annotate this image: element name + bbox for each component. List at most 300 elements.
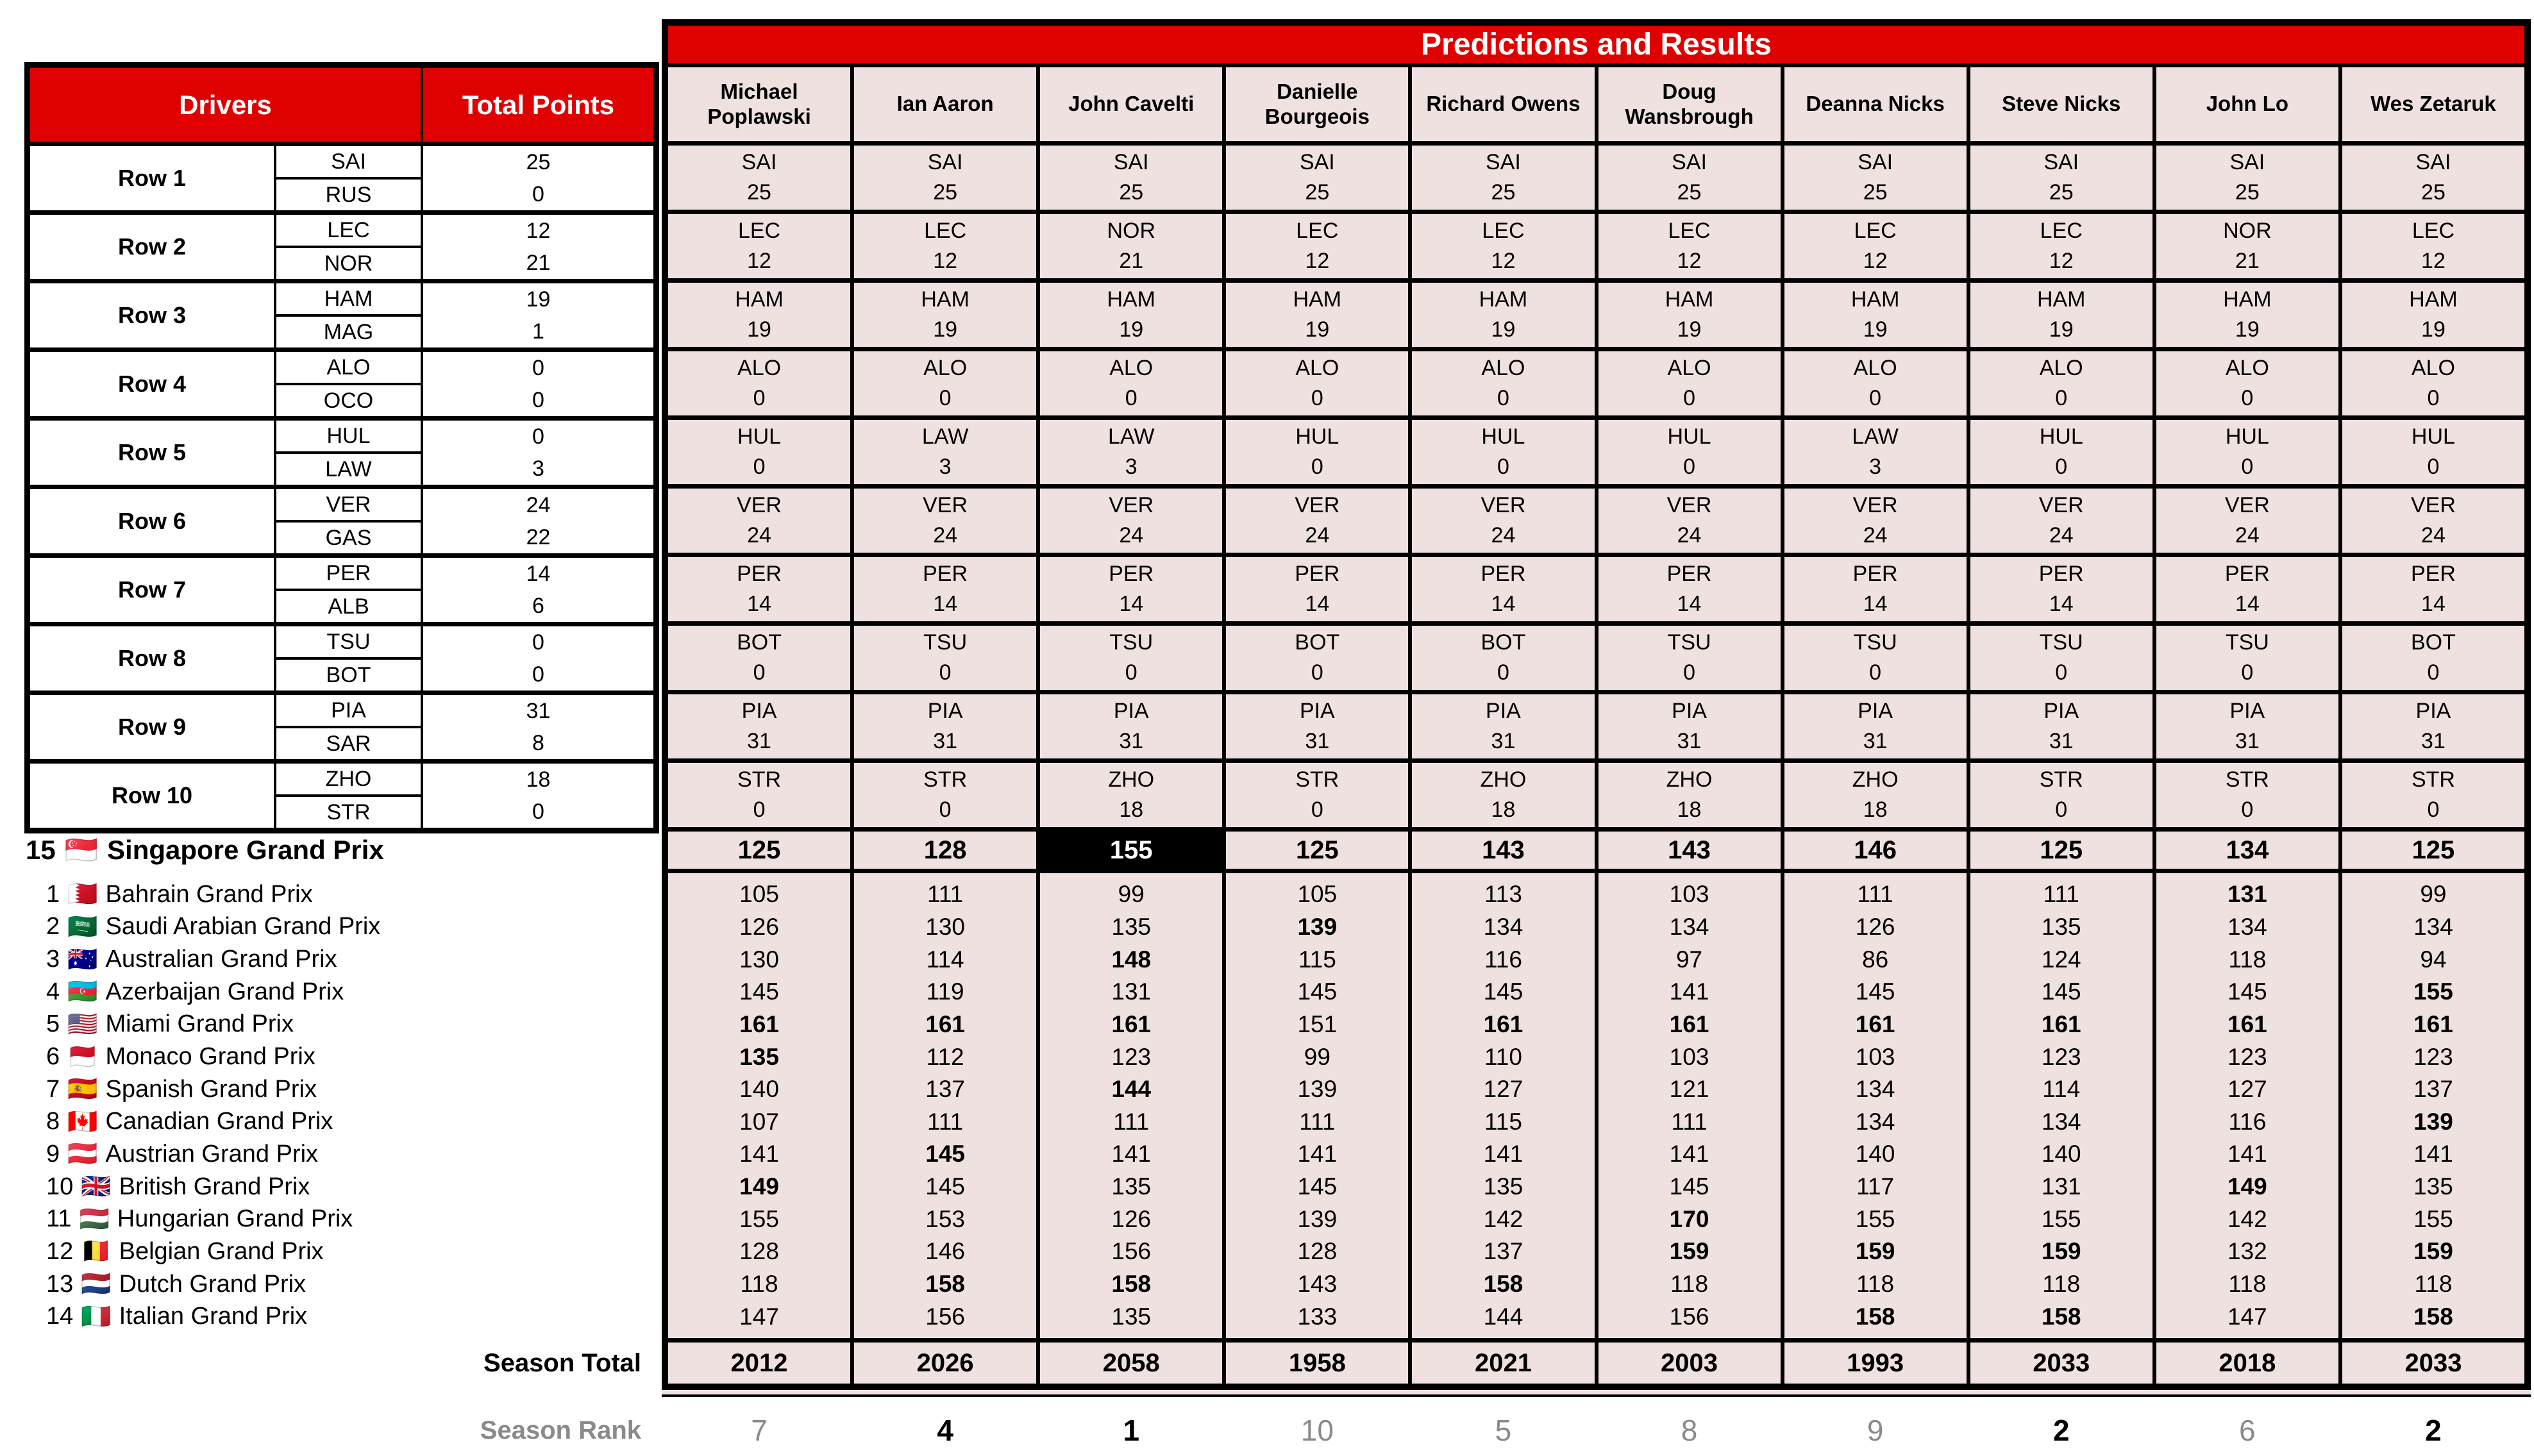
pick-cell[interactable] <box>1040 283 1222 347</box>
singapore-total-cell[interactable]: 143 <box>1598 832 1781 869</box>
pick-cell[interactable] <box>854 694 1036 758</box>
pick-cell[interactable] <box>854 351 1036 415</box>
pick-driver-code: BOT <box>1295 630 1340 655</box>
pick-cell[interactable] <box>1784 214 1967 278</box>
pick-cell[interactable] <box>2342 763 2524 827</box>
pick-driver-code: LEC <box>737 219 781 244</box>
race-list-item[interactable] <box>46 943 636 976</box>
race-list-item[interactable] <box>46 1138 636 1171</box>
race-score: 112 <box>926 1043 964 1070</box>
season-total-cell[interactable]: 2058 <box>1040 1343 1222 1384</box>
race-score: 99 <box>2420 881 2447 908</box>
pick-cell[interactable] <box>1040 420 1222 484</box>
season-total-cell[interactable]: 2026 <box>854 1343 1036 1384</box>
race-score: 143 <box>1297 1271 1338 1297</box>
driver-row-label[interactable]: Row 8 <box>30 626 274 690</box>
pick-cell[interactable] <box>668 283 850 347</box>
singapore-total-cell[interactable]: 125 <box>1970 832 2152 869</box>
pick-cell[interactable] <box>1970 557 2152 621</box>
player-column-header[interactable]: John Cavelti <box>1040 67 1222 141</box>
driver-points: 0 <box>532 387 544 412</box>
pick-points: 0 <box>1125 385 1137 410</box>
pick-driver-code: NOR <box>2223 219 2272 244</box>
driver-points-cell[interactable] <box>423 421 653 485</box>
singapore-total-cell[interactable]: 125 <box>1226 832 1408 869</box>
race-name: Canadian Grand Prix <box>105 1108 333 1135</box>
race-scores-column[interactable] <box>1598 873 1781 1338</box>
race-scores-column[interactable] <box>2342 873 2524 1338</box>
pick-cell[interactable] <box>1784 283 1967 347</box>
pick-points: 25 <box>1863 180 1888 205</box>
pick-cell[interactable] <box>2156 214 2338 278</box>
driver-code-cell[interactable] <box>276 695 421 759</box>
pick-points: 0 <box>2427 454 2440 479</box>
pick-driver-code: HAM <box>2036 287 2086 312</box>
season-rank-value[interactable]: 2 <box>2425 1414 2442 1447</box>
pick-cell[interactable] <box>2156 763 2338 827</box>
pick-points: 24 <box>1119 523 1144 548</box>
pick-cell[interactable] <box>2156 557 2338 621</box>
season-rank-value[interactable]: 4 <box>937 1414 953 1447</box>
season-rank-value[interactable]: 5 <box>1495 1414 1512 1447</box>
pick-driver-code: LEC <box>1668 219 1711 244</box>
race-score: 137 <box>2413 1076 2453 1103</box>
pick-driver-code: ALO <box>1853 356 1897 381</box>
singapore-total-cell[interactable]: 125 <box>668 832 850 869</box>
race-scores-column[interactable] <box>854 873 1036 1338</box>
driver-row-label[interactable]: Row 7 <box>30 558 274 622</box>
pick-driver-code: BOT <box>2410 630 2456 655</box>
season-total-cell[interactable]: 2018 <box>2156 1343 2338 1384</box>
race-score: 103 <box>1669 1043 1709 1070</box>
race-list-item[interactable] <box>46 1235 636 1268</box>
pick-cell[interactable] <box>1040 351 1222 415</box>
pick-driver-code: PIA <box>1672 699 1707 724</box>
singapore-race-label[interactable] <box>26 832 384 869</box>
driver-code-cell[interactable] <box>276 283 421 347</box>
pick-cell[interactable] <box>1598 626 1781 690</box>
pick-driver-code: PER <box>1109 562 1154 587</box>
race-score: 161 <box>2041 1010 2081 1037</box>
singapore-total-cell[interactable]: 128 <box>854 832 1036 869</box>
pick-cell[interactable] <box>668 763 850 827</box>
pick-driver-code: BOT <box>737 630 782 655</box>
pick-cell[interactable] <box>1226 283 1408 347</box>
pick-points: 31 <box>2049 728 2074 753</box>
driver-code: PER <box>276 558 421 591</box>
driver-points-cell[interactable] <box>423 215 653 279</box>
pick-cell[interactable] <box>1412 214 1594 278</box>
season-total-cell[interactable]: 1993 <box>1784 1343 1967 1384</box>
pick-points: 19 <box>2421 317 2446 342</box>
pick-cell[interactable] <box>2156 146 2338 210</box>
season-total-cell[interactable]: 2033 <box>2342 1343 2524 1384</box>
pick-driver-code: PER <box>1295 562 1340 587</box>
pick-cell[interactable] <box>1970 351 2152 415</box>
pick-cell[interactable] <box>1784 489 1967 553</box>
flag-icon: 🇧🇭 <box>67 881 98 908</box>
predictions-table <box>662 19 2531 1390</box>
pick-driver-code: ALO <box>1481 356 1525 381</box>
race-scores-column[interactable] <box>1970 873 2152 1338</box>
pick-cell[interactable] <box>854 283 1036 347</box>
pick-cell[interactable] <box>854 557 1036 621</box>
pick-cell[interactable] <box>2342 694 2524 758</box>
season-total-cell[interactable]: 2003 <box>1598 1343 1781 1384</box>
pick-points: 12 <box>1491 248 1516 273</box>
season-rank-value[interactable]: 7 <box>751 1414 768 1447</box>
player-column-header[interactable]: Michael Poplawski <box>668 67 850 141</box>
singapore-total-cell[interactable]: 155 <box>1040 832 1222 869</box>
pick-driver-code: LEC <box>1482 219 1525 244</box>
race-list-item[interactable] <box>46 878 636 911</box>
pick-cell[interactable] <box>668 557 850 621</box>
pick-cell[interactable] <box>1040 763 1222 827</box>
pick-cell[interactable] <box>1598 420 1781 484</box>
race-scores-column[interactable] <box>2156 873 2338 1338</box>
race-name: Belgian Grand Prix <box>119 1237 324 1265</box>
pick-cell[interactable] <box>854 489 1036 553</box>
race-score: 135 <box>2413 1173 2453 1200</box>
race-score: 139 <box>1297 913 1338 940</box>
driver-code-cell[interactable] <box>276 215 421 279</box>
pick-cell[interactable] <box>1226 763 1408 827</box>
pick-cell[interactable] <box>2342 214 2524 278</box>
pick-driver-code: ALO <box>737 356 782 381</box>
singapore-total-cell[interactable]: 143 <box>1412 832 1594 869</box>
race-score: 135 <box>739 1043 779 1070</box>
pick-cell[interactable] <box>854 420 1036 484</box>
pick-cell[interactable] <box>1784 694 1967 758</box>
race-score: 134 <box>2227 913 2267 940</box>
pick-points: 0 <box>939 797 952 822</box>
pick-cell[interactable] <box>2156 626 2338 690</box>
race-score: 153 <box>925 1205 965 1232</box>
season-rank-value[interactable]: 8 <box>1681 1414 1698 1447</box>
driver-points-cell[interactable] <box>423 626 653 690</box>
pick-cell[interactable] <box>1784 351 1967 415</box>
season-rank-value[interactable]: 10 <box>1300 1414 1334 1447</box>
race-score: 115 <box>1298 946 1336 973</box>
pick-points: 0 <box>1683 385 1695 410</box>
flag-icon: 🇳🇱 <box>81 1271 112 1298</box>
driver-code: HUL <box>276 421 421 454</box>
pick-cell[interactable] <box>1598 694 1781 758</box>
pick-cell[interactable] <box>1226 146 1408 210</box>
race-list-item[interactable] <box>46 1203 636 1235</box>
pick-cell[interactable] <box>1970 214 2152 278</box>
season-rank-value[interactable]: 6 <box>2239 1414 2256 1447</box>
pick-cell[interactable] <box>1412 694 1594 758</box>
race-score: 117 <box>1856 1173 1895 1200</box>
driver-code-cell[interactable] <box>276 489 421 553</box>
driver-points: 22 <box>526 524 551 549</box>
pick-cell[interactable] <box>2342 420 2524 484</box>
race-list-item[interactable] <box>46 976 636 1008</box>
driver-code-cell[interactable] <box>276 764 421 828</box>
race-score: 141 <box>739 1141 779 1167</box>
race-list-item[interactable] <box>46 1041 636 1073</box>
pick-driver-code: TSU <box>2225 630 2269 655</box>
player-column-header[interactable]: Steve Nicks <box>1970 67 2152 141</box>
pick-cell[interactable] <box>1784 557 1967 621</box>
pick-cell[interactable] <box>1040 626 1222 690</box>
driver-code-cell[interactable] <box>276 352 421 416</box>
race-score: 161 <box>2413 1010 2453 1037</box>
season-total-cell[interactable]: 2021 <box>1412 1343 1594 1384</box>
pick-points: 21 <box>1119 248 1144 273</box>
race-score: 131 <box>2227 881 2267 908</box>
race-list-item[interactable] <box>46 1268 636 1301</box>
pick-cell[interactable] <box>1040 214 1222 278</box>
pick-points: 12 <box>2421 248 2446 273</box>
race-name: Azerbaijan Grand Prix <box>105 978 344 1005</box>
driver-code-cell[interactable] <box>276 558 421 622</box>
pick-driver-code: HAM <box>921 287 969 312</box>
race-score: 149 <box>739 1173 779 1200</box>
race-list-item[interactable] <box>46 1073 636 1106</box>
season-rank-value[interactable]: 1 <box>1123 1414 1140 1447</box>
race-score: 140 <box>739 1076 779 1103</box>
pick-cell[interactable] <box>1040 557 1222 621</box>
race-number: 14 <box>46 1303 74 1330</box>
driver-row-label[interactable]: Row 9 <box>30 695 274 759</box>
pick-points: 0 <box>1125 660 1137 685</box>
singapore-total-cell[interactable]: 125 <box>2342 832 2524 869</box>
player-column-header[interactable]: Danielle Bourgeois <box>1226 67 1408 141</box>
pick-cell[interactable] <box>2156 420 2338 484</box>
race-score: 158 <box>1111 1271 1152 1297</box>
race-scores-column[interactable] <box>1226 873 1408 1338</box>
pick-cell[interactable] <box>1598 351 1781 415</box>
season-total-cell[interactable]: 2033 <box>1970 1343 2152 1384</box>
driver-code: SAI <box>276 146 421 180</box>
player-column-header[interactable]: John Lo <box>2156 67 2338 141</box>
race-name: Dutch Grand Prix <box>119 1270 306 1298</box>
pick-cell[interactable] <box>668 214 850 278</box>
race-scores-column[interactable] <box>1040 873 1222 1338</box>
pick-cell[interactable] <box>1970 626 2152 690</box>
pick-cell[interactable] <box>1598 763 1781 827</box>
pick-cell[interactable] <box>2156 694 2338 758</box>
pick-cell[interactable] <box>854 626 1036 690</box>
race-score: 135 <box>1483 1173 1523 1200</box>
race-score: 126 <box>1855 913 1895 940</box>
player-column-header[interactable]: Ian Aaron <box>854 67 1036 141</box>
race-score: 135 <box>1111 1303 1152 1330</box>
driver-points: 31 <box>526 698 551 723</box>
player-column-header[interactable]: Richard Owens <box>1412 67 1594 141</box>
race-scores-column[interactable] <box>668 873 850 1338</box>
pick-cell[interactable] <box>2156 351 2338 415</box>
pick-cell[interactable] <box>2342 557 2524 621</box>
pick-cell[interactable] <box>1598 283 1781 347</box>
pick-driver-code: HUL <box>1481 424 1525 449</box>
driver-row-label[interactable]: Row 4 <box>30 352 274 416</box>
pick-cell[interactable] <box>1412 146 1594 210</box>
pick-cell[interactable] <box>2342 626 2524 690</box>
pick-points: 0 <box>2241 660 2254 685</box>
pick-driver-code: STR <box>923 767 968 792</box>
pick-points: 19 <box>1863 317 1888 342</box>
race-list-item[interactable] <box>46 1300 636 1333</box>
race-score: 135 <box>1111 1173 1152 1200</box>
pick-cell[interactable] <box>1970 763 2152 827</box>
race-score: 161 <box>739 1010 779 1037</box>
pick-points: 19 <box>1305 317 1330 342</box>
driver-code-cell[interactable] <box>276 421 421 485</box>
flag-icon: 🇸🇦 <box>67 913 98 941</box>
pick-cell[interactable] <box>668 694 850 758</box>
driver-points-cell[interactable] <box>423 283 653 347</box>
pick-points: 0 <box>2241 454 2254 479</box>
pick-cell[interactable] <box>2156 489 2338 553</box>
race-score: 139 <box>1297 1076 1338 1103</box>
driver-row-label[interactable]: Row 2 <box>30 215 274 279</box>
driver-code-cell[interactable] <box>276 626 421 690</box>
pick-cell[interactable] <box>1598 557 1781 621</box>
pick-cell[interactable] <box>1970 694 2152 758</box>
season-total-cell[interactable]: 2012 <box>668 1343 850 1384</box>
race-score: 135 <box>2041 913 2081 940</box>
race-score: 110 <box>1484 1043 1522 1070</box>
driver-points-cell[interactable] <box>423 489 653 553</box>
pick-cell[interactable] <box>1412 420 1594 484</box>
pick-cell[interactable] <box>1226 420 1408 484</box>
pick-cell[interactable] <box>1226 557 1408 621</box>
pick-driver-code: HUL <box>1295 424 1339 449</box>
pick-points: 14 <box>933 591 958 616</box>
pick-cell[interactable] <box>854 763 1036 827</box>
season-total-cell[interactable]: 1958 <box>1226 1343 1408 1384</box>
driver-row-label[interactable]: Row 10 <box>30 764 274 828</box>
pick-points: 25 <box>2049 180 2074 205</box>
pick-cell[interactable] <box>1598 146 1781 210</box>
pick-cell[interactable] <box>1412 351 1594 415</box>
pick-cell[interactable] <box>1784 420 1967 484</box>
driver-points-cell[interactable] <box>423 764 653 828</box>
pick-points: 14 <box>1677 591 1702 616</box>
driver-row-label[interactable]: Row 5 <box>30 421 274 485</box>
pick-driver-code: HAM <box>1293 287 1342 312</box>
pick-cell[interactable] <box>668 626 850 690</box>
pick-driver-code: TSU <box>1109 630 1154 655</box>
pick-points: 24 <box>747 523 771 548</box>
pick-cell[interactable] <box>1226 214 1408 278</box>
pick-cell[interactable] <box>2342 283 2524 347</box>
pick-driver-code: HUL <box>2225 424 2269 449</box>
driver-points-cell[interactable] <box>423 352 653 416</box>
season-rank-value[interactable]: 9 <box>1867 1414 1884 1447</box>
race-score: 140 <box>2041 1141 2081 1167</box>
singapore-total-cell[interactable]: 134 <box>2156 832 2338 869</box>
pick-cell[interactable] <box>2156 283 2338 347</box>
pick-cell[interactable] <box>668 146 850 210</box>
race-score: 158 <box>925 1271 965 1297</box>
pick-cell[interactable] <box>1412 489 1594 553</box>
driver-points: 21 <box>526 250 551 275</box>
race-scores-column[interactable] <box>1784 873 1967 1338</box>
season-rank-value[interactable]: 2 <box>2052 1414 2070 1447</box>
driver-points-cell[interactable] <box>423 695 653 759</box>
race-list-item[interactable] <box>46 911 636 944</box>
pick-cell[interactable] <box>668 489 850 553</box>
pick-cell[interactable] <box>1970 420 2152 484</box>
driver-points: 25 <box>526 149 551 174</box>
race-score: 111 <box>927 1108 964 1135</box>
pick-cell[interactable] <box>1226 694 1408 758</box>
pick-driver-code: HUL <box>2411 424 2455 449</box>
driver-row-label[interactable]: Row 6 <box>30 489 274 553</box>
race-score: 155 <box>1855 1205 1895 1232</box>
pick-cell[interactable] <box>1970 283 2152 347</box>
pick-cell[interactable] <box>1970 146 2152 210</box>
player-column-header[interactable]: Doug Wansbrough <box>1598 67 1781 141</box>
pick-cell[interactable] <box>1226 351 1408 415</box>
pick-cell[interactable] <box>1412 283 1594 347</box>
pick-cell[interactable] <box>1784 146 1967 210</box>
pick-cell[interactable] <box>854 146 1036 210</box>
pick-points: 24 <box>1677 523 1702 548</box>
pick-cell[interactable] <box>2342 351 2524 415</box>
race-scores-column[interactable] <box>1412 873 1594 1338</box>
race-list-item[interactable] <box>46 1105 636 1138</box>
driver-points: 14 <box>526 561 551 586</box>
race-score: 141 <box>2413 1141 2453 1167</box>
pick-cell[interactable] <box>1412 763 1594 827</box>
race-score: 113 <box>1484 881 1522 908</box>
race-list-item[interactable] <box>46 1008 636 1041</box>
driver-row-label[interactable]: Row 3 <box>30 283 274 347</box>
race-score: 145 <box>925 1173 965 1200</box>
player-column-header[interactable]: Deanna Nicks <box>1784 67 1967 141</box>
pick-points: 0 <box>2427 797 2440 822</box>
pick-cell[interactable] <box>1784 763 1967 827</box>
pick-cell[interactable] <box>668 351 850 415</box>
singapore-total-cell[interactable]: 146 <box>1784 832 1967 869</box>
pick-cell[interactable] <box>1970 489 2152 553</box>
pick-cell[interactable] <box>2342 146 2524 210</box>
pick-points: 12 <box>1677 248 1702 273</box>
pick-cell[interactable] <box>1040 146 1222 210</box>
pick-cell[interactable] <box>1412 557 1594 621</box>
pick-cell[interactable] <box>1784 626 1967 690</box>
pick-cell[interactable] <box>1040 489 1222 553</box>
driver-code-cell[interactable] <box>276 146 421 210</box>
pick-cell[interactable] <box>1040 694 1222 758</box>
pick-cell[interactable] <box>854 214 1036 278</box>
pick-cell[interactable] <box>1226 489 1408 553</box>
driver-points-cell[interactable] <box>423 558 653 622</box>
pick-points: 19 <box>933 317 958 342</box>
race-score: 114 <box>2042 1076 2081 1103</box>
pick-driver-code: LAW <box>1108 424 1155 449</box>
player-column-header[interactable]: Wes Zetaruk <box>2342 67 2524 141</box>
pick-cell[interactable] <box>1598 214 1781 278</box>
race-list-item[interactable] <box>46 1171 636 1203</box>
race-score: 142 <box>1483 1205 1523 1232</box>
driver-code: PIA <box>276 695 421 728</box>
race-score: 107 <box>739 1108 779 1135</box>
pick-cell[interactable] <box>1598 489 1781 553</box>
driver-row-label[interactable]: Row 1 <box>30 146 274 210</box>
pick-cell[interactable] <box>1412 626 1594 690</box>
pick-cell[interactable] <box>668 420 850 484</box>
pick-cell[interactable] <box>2342 489 2524 553</box>
driver-points-cell[interactable] <box>423 146 653 210</box>
pick-cell[interactable] <box>1226 626 1408 690</box>
driver-code: LAW <box>325 456 372 481</box>
